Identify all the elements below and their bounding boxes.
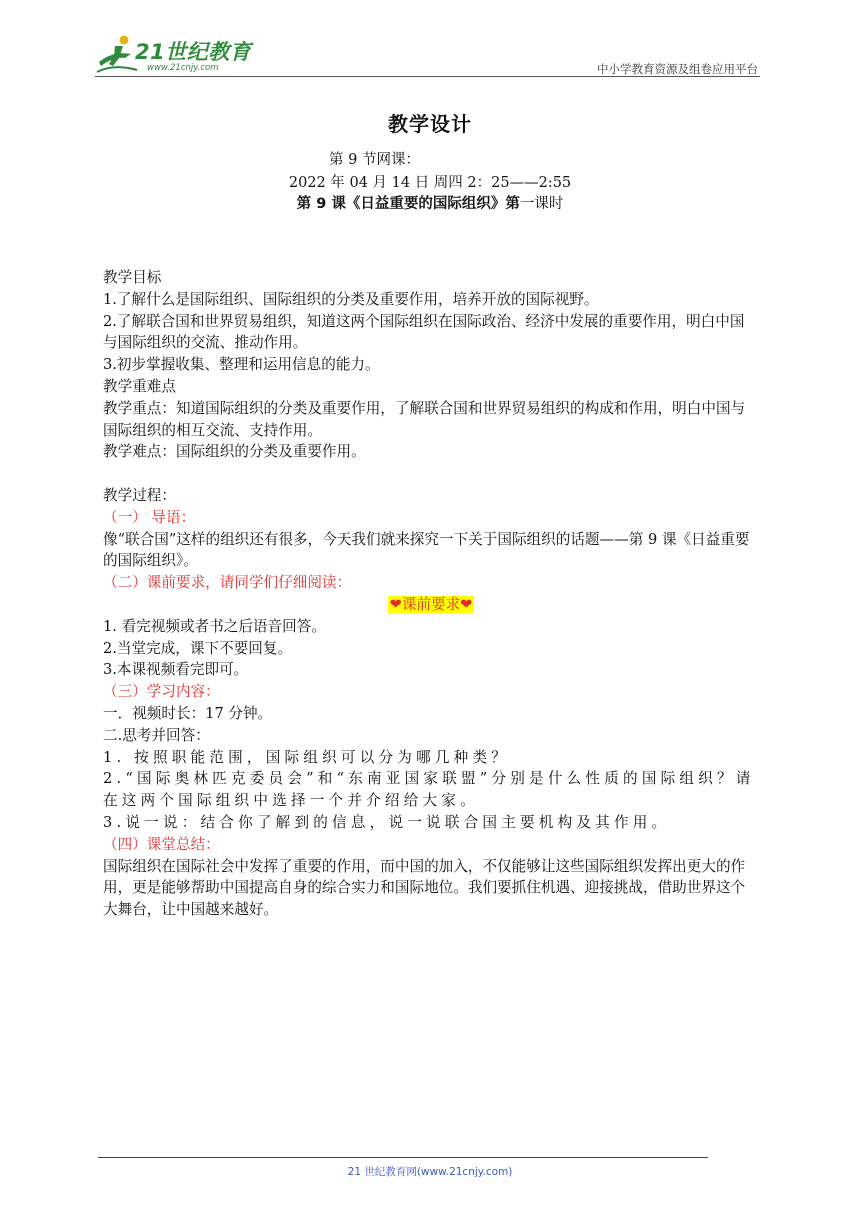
session-datetime: 2022 年 04 月 14 日 周四 2：25——2:55 <box>288 175 572 191</box>
difficulty-point: 教学难点：国际组织的分类及重要作用。 <box>103 443 366 461</box>
page-title: 教学设计 <box>388 112 472 136</box>
requirement-2: 2.当堂完成，课下不要回复。 <box>103 639 293 657</box>
header-divider <box>95 76 760 77</box>
page-header <box>95 32 760 78</box>
process-heading: 教学过程： <box>103 486 176 504</box>
document-body <box>103 267 759 921</box>
site-logo[interactable] <box>95 32 265 78</box>
lesson-title-bold: 第 9 课《日益重要的国际组织》第 <box>296 196 520 212</box>
requirements-badge-row <box>103 594 759 616</box>
section-intro-heading: （一） 导语： <box>103 508 196 526</box>
question-3: 3.说一说：结合你了解到的信息，说一说联合国主要机构及其作用。 <box>103 813 671 831</box>
session-label: 第 9 节网课： <box>329 152 420 168</box>
section-requirements-heading: （二）课前要求，请同学们仔细阅读： <box>103 574 352 592</box>
lesson-title-rest: 一课时 <box>519 196 564 212</box>
content-item-1: 一．视频时长：17 分钟。 <box>103 704 273 722</box>
question-1: 1. 按照职能范围，国际组织可以分为哪几种类？ <box>103 748 511 766</box>
lesson-title <box>0 192 860 213</box>
question-2: 2.“国际奥林匹克委员会”和“东南亚国家联盟”分别是什么性质的国际组织？请在这两个国际组织中选择一个并介绍给大家。 <box>103 770 755 810</box>
key-point: 教学重点：知道国际组织的分类及重要作用，了解联合国和世界贸易组织的构成和作用，明白中国与国际组织的相互交流、支持作用。 <box>103 399 746 439</box>
summary-text: 国际组织在国际社会中发挥了重要的作用，而中国的加入，不仅能够让这些国际组织发挥出更大的作用，更是能够帮助中国提高自身的综合实力和国际地位。我们要抓住机遇、迎接挑战，借助世界这个大舞台，让中国越来越好。 <box>103 857 746 919</box>
objective-1: 1.了解什么是国际组织、国际组织的分类及重要作用，培养开放的国际视野。 <box>103 290 599 308</box>
footer-divider <box>98 1157 708 1158</box>
objective-3: 3.初步掌握收集、整理和运用信息的能力。 <box>103 356 380 374</box>
runner-icon <box>95 32 139 78</box>
section-content-heading: （三）学习内容： <box>103 683 220 701</box>
key-points-heading: 教学重难点 <box>103 377 176 395</box>
logo-url: www.21cnjy.com <box>147 63 219 73</box>
logo-text: 21世纪教育 <box>135 40 252 64</box>
section-intro-text: 像“联合国”这样的组织还有很多，今天我们就来探究一下关于国际组织的话题——第 9 课《日益重要的国际组织》。 <box>103 530 750 570</box>
content-item-2: 二.思考并回答： <box>103 726 210 744</box>
requirement-1: 1. 看完视频或者书之后语音回答。 <box>103 617 326 635</box>
spacer <box>103 463 759 485</box>
section-summary-heading: （四）课堂总结： <box>103 835 220 853</box>
footer-link[interactable]: 21 世纪教育网(www.21cnjy.com) <box>347 1166 513 1178</box>
objectives-heading: 教学目标 <box>103 269 162 286</box>
requirements-badge: ❤课前要求❤ <box>389 595 473 613</box>
objective-2: 2.了解联合国和世界贸易组织，知道这两个国际组织在国际政治、经济中发展的重要作用，明白中国与国际组织的交流、推动作用。 <box>103 312 745 352</box>
requirement-3: 3.本课视频看完即可。 <box>103 661 249 679</box>
header-platform-name: 中小学教育资源及组卷应用平台 <box>597 62 758 76</box>
